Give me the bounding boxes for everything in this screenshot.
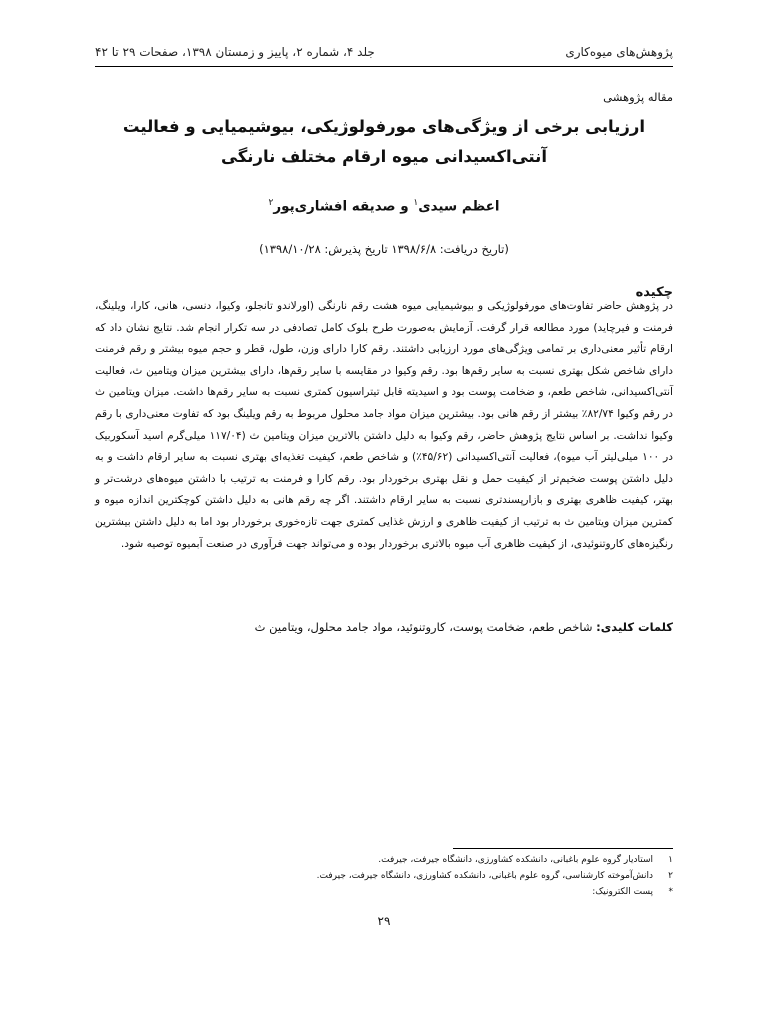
running-header xyxy=(95,42,673,62)
keywords-list: شاخص طعم، ضخامت پوست، کاروتنوئید، مواد جامد محلول، ویتامین ث xyxy=(254,620,593,634)
author-1: اعظم سیدی xyxy=(418,198,500,215)
footnote-number: ۲ xyxy=(668,871,673,881)
author-1-affiliation: ۱ xyxy=(413,198,419,208)
abstract-body: در پژوهش حاضر تفاوت‌های مورفولوژیکی و بیوشیمیایی میوه هشت رقم نارنگی (اورلاندو تانجلو، وکیوا، دنسی، هانی، کارا، ویلینگ، فرمنت و فیرچاید) مورد مطالعه قرار گرفت. آزمایش به‌صورت طرح بلوک کامل تصادفی در سه تکرار انجام شد. نتایج نشان داد که ارقام تأثیر معنی‌داری بر تمامی ویژگی‌های مورد ارزیابی داشتند. رقم کارا دارای وزن، طول، قطر و حجم میوه بیشتر و رقم فرمنت دارای شاخص شکل بهتری نسبت به سایر رقم‌ها بود. رقم وکیوا در مقایسه با سایر رقم‌ها، دارای بیشترین میزان ویتامین ث، فعالیت آنتی‌اکسیدانی، شاخص طعم، و ضخامت پوست بود و اسیدیته قابل تیتراسیون کمتری نسبت به سایر رقم‌ها داشت. میزان ویتامین ث در رقم وکیوا ۸۲/۷۴٪ بیشتر از رقم هانی بود. بیشترین میزان مواد جامد محلول مربوط به رقم ویلینگ بود که تفاوت معنی‌داری با رقم وکیوا نداشت. بر اساس نتایج پژوهش حاضر، رقم وکیوا به دلیل داشتن بالاترین میزان ویتامین ث (۱۱۷/۰۴ میلی‌گرم اسید آسکوربیک در ۱۰۰ میلی‌لیتر آب میوه)، فعالیت آنتی‌اکسیدانی (۴۵/۶۲٪) و شاخص طعم، کیفیت تغذیه‌ای بهتری نسبت به سایر ارقام داشت و به دلیل داشتن پوست ضخیم‌تر از کیفیت حمل و نقل بهتری برخوردار بود. رقم کارا و فرمنت به ترتیب با داشتن میوه‌های درشت‌تر و بهتر، کیفیت ظاهری بهتری و بازارپسندتری نسبت به سایر ارقام داشتند. اگر چه رقم هانی به دلیل داشتن کوچکترین اندازه میوه و کمترین میزان ویتامین ث به ترتیب از کیفیت ظاهری و ارزش غذایی کمتری جهت تازه‌خوری برخوردار بود اما به دلیل داشتن بیشترین رنگیزه‌های کاروتنوئیدی، از کیفیت ظاهری آب میوه بالاتری برخوردار بوده و می‌تواند جهت فرآوری در صنعت آبمیوه توصیه شود. xyxy=(95,300,673,550)
submission-dates: (تاریخ دریافت: ۱۳۹۸/۶/۸ تاریخ پذیرش: ۱۳۹۸/۱۰/۲۸) xyxy=(259,242,509,256)
footnote-number: ۱ xyxy=(668,855,673,865)
footnote-item xyxy=(95,868,673,884)
author-2: صدیقه افشاری‌پور xyxy=(273,198,396,215)
page-number: ۲۹ xyxy=(377,914,391,928)
footnote-number: * xyxy=(668,887,673,897)
footnotes xyxy=(95,852,673,900)
authors xyxy=(95,198,673,215)
author-2-affiliation: ۲ xyxy=(268,198,274,208)
volume-info: جلد ۴، شماره ۲، پاییز و زمستان ۱۳۹۸، صفحات ۲۹ تا ۴۲ xyxy=(95,45,375,59)
header-rule xyxy=(95,66,673,67)
footnote-rule xyxy=(453,848,673,849)
author-connector: و xyxy=(400,198,409,215)
footnote-item xyxy=(95,884,673,900)
footnote-text: دانش‌آموخته کارشناسی، گروه علوم باغبانی، دانشکده کشاورزی، دانشگاه جیرفت، جیرفت. xyxy=(316,871,653,881)
footnote-text: پست الکترونیک: xyxy=(592,887,653,897)
article-title: ارزیابی برخی از ویژگی‌های مورفولوژیکی، بیوشیمیایی و فعالیت آنتی‌اکسیدانی میوه ارقام مختلف نارنگی xyxy=(122,117,646,166)
keywords xyxy=(95,620,673,634)
footnote-item xyxy=(95,852,673,868)
journal-name: پژوهش‌های میوه‌کاری xyxy=(565,45,673,59)
article-type: مقاله پژوهشی xyxy=(603,90,673,104)
abstract-heading: چکیده xyxy=(635,285,673,300)
footnote-text: استادیار گروه علوم باغبانی، دانشکده کشاورزی، دانشگاه جیرفت، جیرفت. xyxy=(378,855,653,865)
keywords-label: کلمات کلیدی: xyxy=(596,620,673,634)
